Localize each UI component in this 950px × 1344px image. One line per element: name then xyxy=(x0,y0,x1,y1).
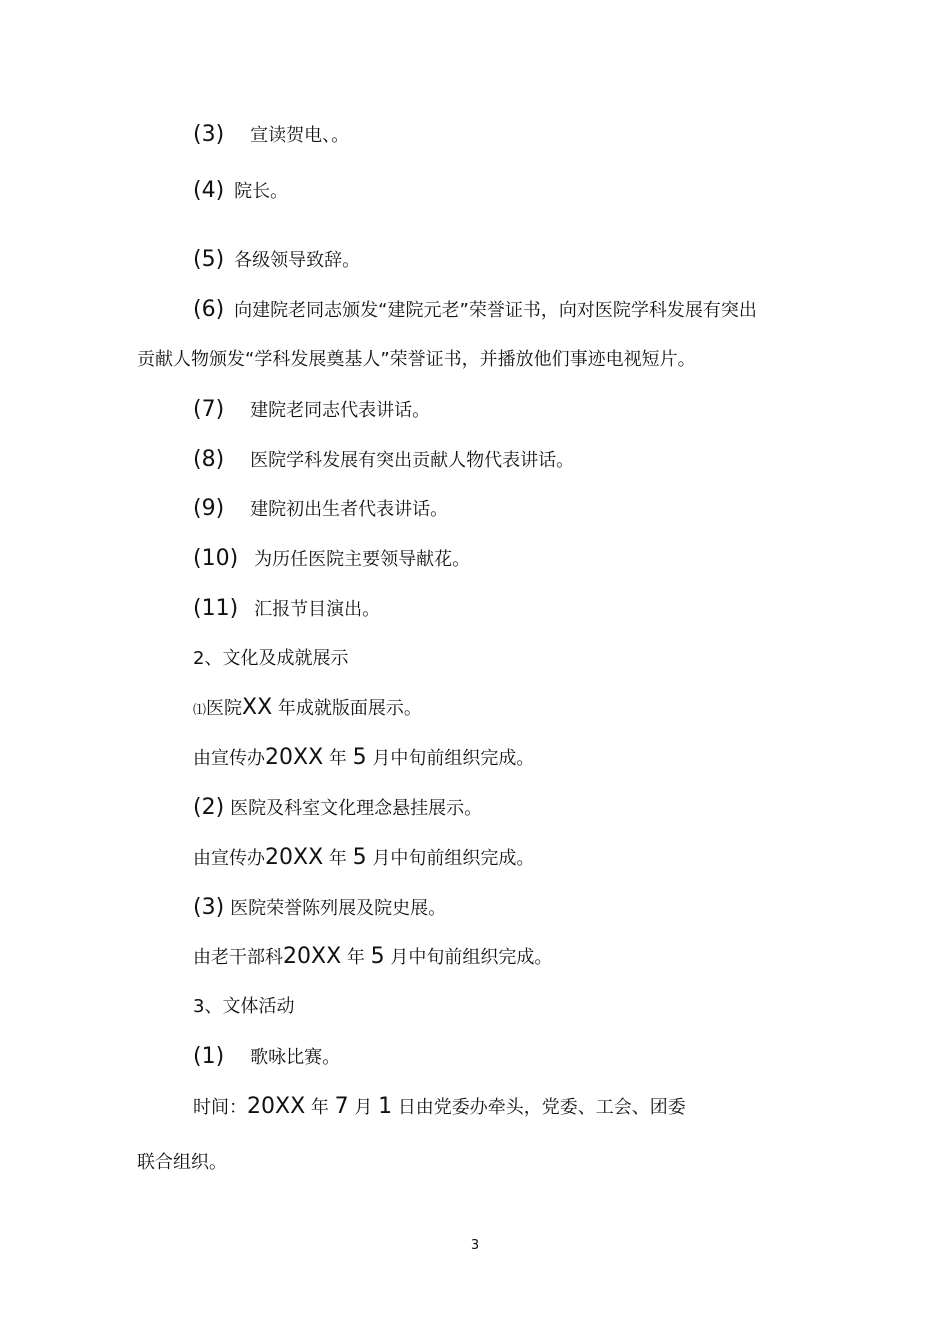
item-10 xyxy=(193,544,470,574)
item-4 xyxy=(193,176,288,206)
section-2-item-3-note: 由老干部科20XX 年 5 月中旬前组织完成。 xyxy=(193,944,553,969)
item-text: 汇报节目演出。 xyxy=(254,599,381,620)
item-text: 宣读贺电、。 xyxy=(250,125,350,146)
item-number: (6) xyxy=(193,297,225,322)
item-6-continuation xyxy=(137,345,696,375)
item-text: 歌咏比赛。 xyxy=(250,1047,341,1068)
item-number: (7) xyxy=(193,397,225,422)
item-number: (5) xyxy=(193,247,225,272)
item-text: 医院及科室文化理念悬挂展示。 xyxy=(230,798,483,819)
item-3 xyxy=(193,120,349,150)
item-7 xyxy=(193,395,430,425)
item-number: (11) xyxy=(193,596,239,621)
page-number: 3 xyxy=(470,1238,480,1253)
item-5 xyxy=(193,245,360,275)
section-3-heading: 3、文体活动 xyxy=(193,996,295,1017)
section-2-item-1-note: 由宣传办20XX 年 5 月中旬前组织完成。 xyxy=(193,745,535,770)
item-text: 为历任医院主要领导献花。 xyxy=(254,549,471,570)
item-number: (9) xyxy=(193,496,225,521)
item-8 xyxy=(193,445,574,475)
section-3-time: 时间：20XX 年 7 月 1 日由党委办牵头，党委、工会、团委 xyxy=(193,1094,686,1119)
section-2-item-2 xyxy=(193,793,482,823)
section-2-item-3 xyxy=(193,893,446,923)
item-number: (4) xyxy=(193,178,225,203)
section-3-item-1 xyxy=(193,1042,340,1072)
section-3-time-continuation: 联合组织。 xyxy=(137,1152,227,1173)
item-text: 建院初出生者代表讲话。 xyxy=(250,499,449,520)
item-number: (8) xyxy=(193,447,225,472)
section-2-item-2-note: 由宣传办20XX 年 5 月中旬前组织完成。 xyxy=(193,845,535,870)
item-number: (1) xyxy=(193,1044,225,1069)
section-2-heading: 2、文化及成就展示 xyxy=(193,648,349,669)
item-11 xyxy=(193,594,380,624)
item-text: 贡献人物颁发“学科发展奠基人”荣誉证书，并播放他们事迹电视短片。 xyxy=(137,349,696,370)
item-number: (10) xyxy=(193,546,239,571)
item-text: 建院老同志代表讲话。 xyxy=(250,400,431,421)
item-number: ⑴ xyxy=(193,703,207,718)
item-text: 各级领导致辞。 xyxy=(234,250,361,271)
item-6 xyxy=(193,295,757,325)
item-number: (3) xyxy=(193,122,225,147)
item-text: 院长。 xyxy=(234,181,289,202)
item-number: (3) xyxy=(193,895,225,920)
item-text: 医院学科发展有突出贡献人物代表讲话。 xyxy=(250,450,575,471)
section-2-item-1: ⑴医院XX 年成就版面展示。 xyxy=(193,695,422,720)
item-number: (2) xyxy=(193,795,225,820)
item-text: 向建院老同志颁发“建院元老”荣誉证书，向对医院学科发展有突出 xyxy=(234,300,757,321)
item-text: 医院荣誉陈列展及院史展。 xyxy=(230,898,447,919)
item-9 xyxy=(193,494,448,524)
